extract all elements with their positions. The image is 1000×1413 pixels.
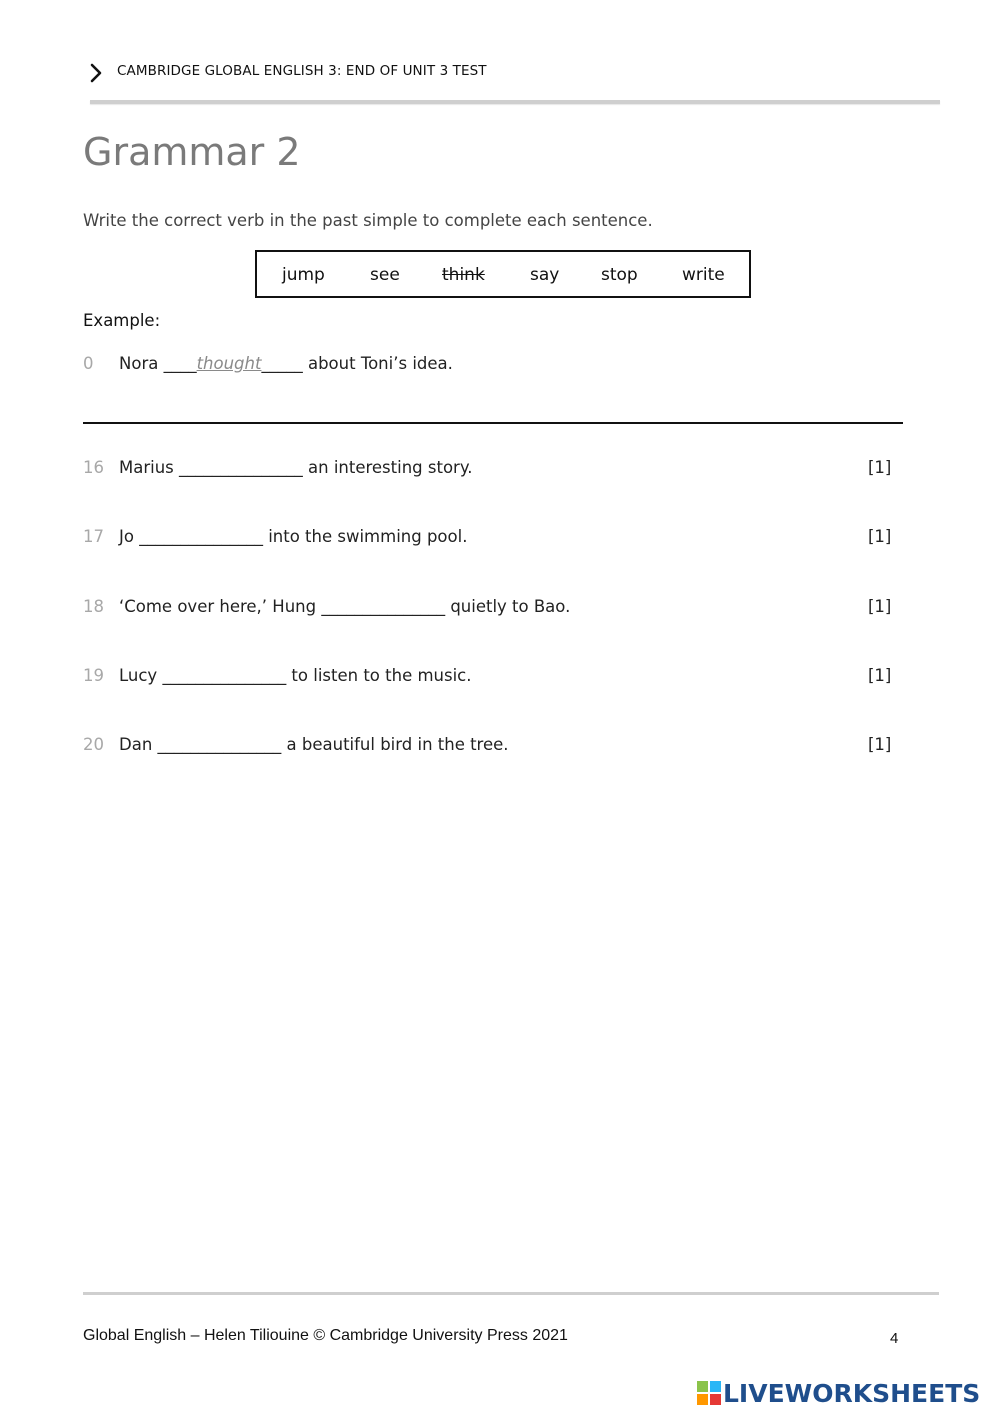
example-answer: thought [196, 354, 262, 373]
question-text-17[interactable]: Jo _______________ into the swimming pool. [119, 527, 468, 546]
footer-credit: Global English – Helen Tiliouine © Cambridge University Press 2021 [83, 1327, 568, 1344]
question-mark-19: [1] [868, 666, 892, 685]
example-before: Nora ____ [119, 354, 197, 373]
word-think-crossed: think [442, 265, 485, 285]
question-text-20[interactable]: Dan _______________ a beautiful bird in the tree. [119, 735, 509, 754]
example-after: _____ about Toni’s idea. [261, 354, 453, 373]
word-write: write [682, 265, 725, 285]
question-number-19: 19 [83, 666, 104, 685]
question-number-16: 16 [83, 458, 104, 477]
word-stop: stop [601, 265, 638, 285]
question-mark-20: [1] [868, 735, 892, 754]
question-mark-17: [1] [868, 527, 892, 546]
example-divider [83, 422, 903, 424]
liveworksheets-logo [697, 1378, 980, 1408]
section-title: Grammar 2 [83, 130, 301, 174]
chevron-right-icon [84, 60, 108, 86]
header-divider [90, 100, 940, 104]
page-number: 4 [890, 1330, 899, 1347]
question-mark-16: [1] [868, 458, 892, 477]
word-box [255, 250, 751, 298]
example-sentence [119, 354, 453, 373]
liveworksheets-text: LIVEWORKSHEETS [723, 1378, 981, 1408]
example-number: 0 [83, 354, 94, 373]
question-text-16[interactable]: Marius _______________ an interesting story. [119, 458, 473, 477]
question-text-19[interactable]: Lucy _______________ to listen to the music. [119, 666, 472, 685]
liveworksheets-icon [697, 1381, 721, 1405]
question-number-18: 18 [83, 597, 104, 616]
instruction-text: Write the correct verb in the past simple to complete each sentence. [83, 211, 653, 230]
word-see: see [370, 265, 400, 285]
word-jump: jump [282, 265, 325, 285]
header-title: CAMBRIDGE GLOBAL ENGLISH 3: END OF UNIT 3 TEST [117, 63, 487, 79]
example-label: Example: [83, 311, 161, 330]
question-text-18[interactable]: ‘Come over here,’ Hung _______________ quietly to Bao. [119, 597, 571, 616]
footer-divider [83, 1292, 939, 1295]
word-say: say [530, 265, 560, 285]
question-number-20: 20 [83, 735, 104, 754]
question-number-17: 17 [83, 527, 104, 546]
question-mark-18: [1] [868, 597, 892, 616]
